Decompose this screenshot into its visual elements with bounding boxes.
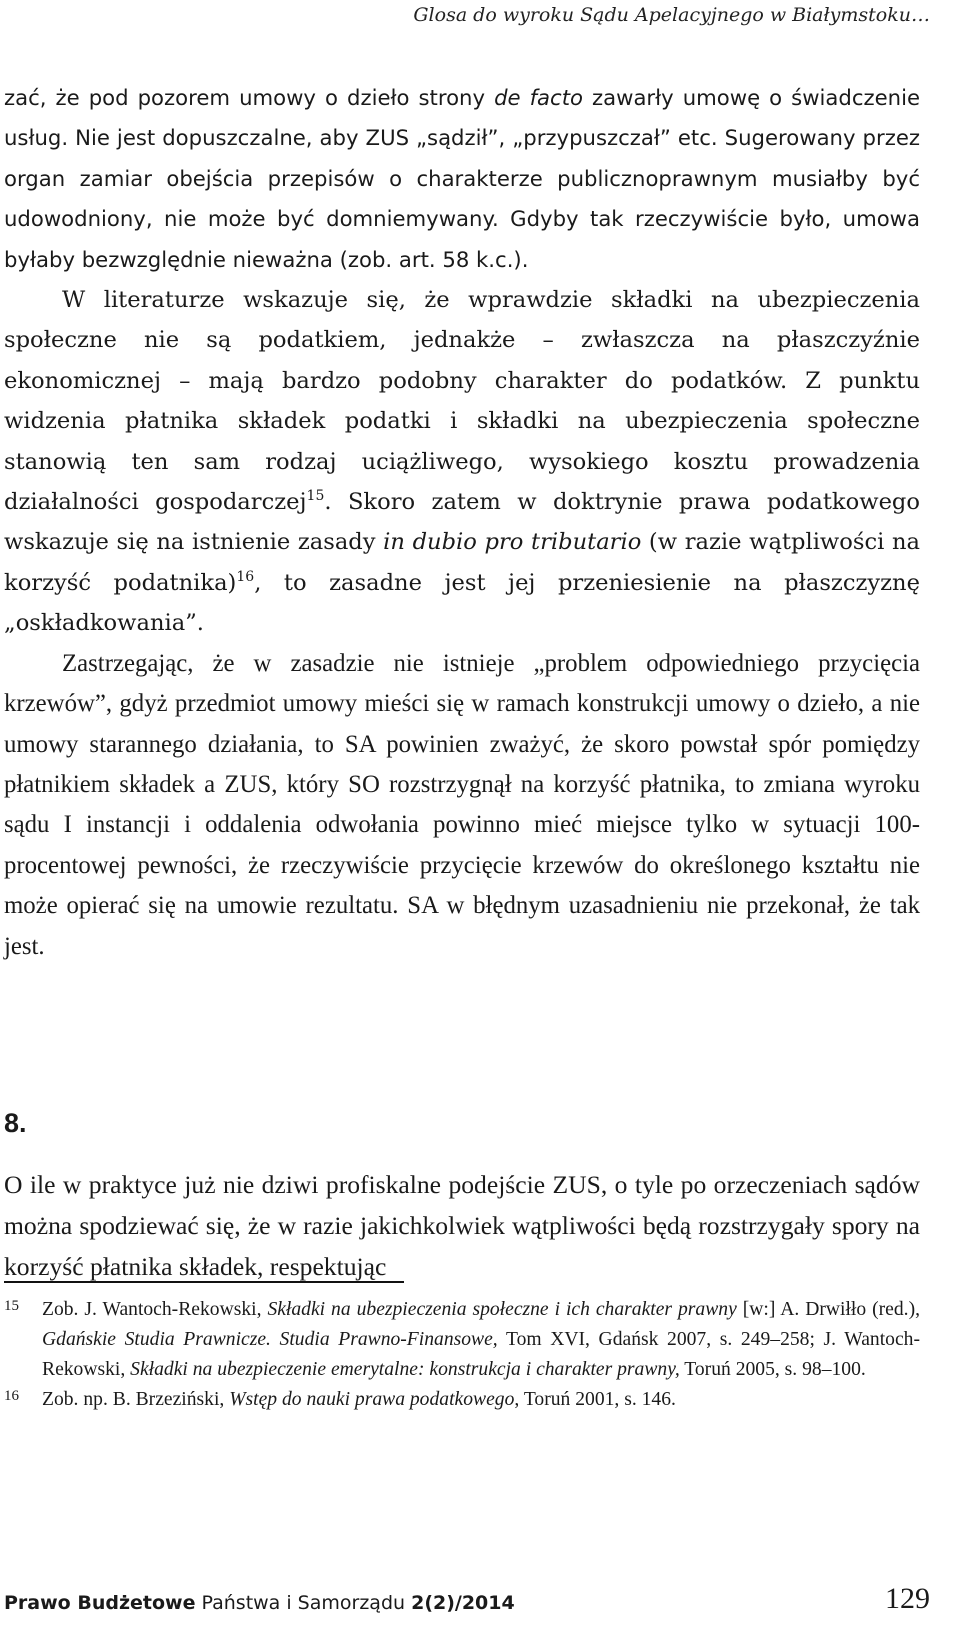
- footnote-ref-16[interactable]: 16: [236, 568, 255, 585]
- running-header: Glosa do wyroku Sądu Apelacyjnego w Białymstoku…: [413, 4, 930, 26]
- footnote-divider: [4, 1281, 404, 1283]
- section-paragraph: O ile w praktyce już nie dziwi profiskalne podejście ZUS, o tyle po orzeczeniach sądów można spodziewać się, że w razie jakichkolwiek wątpliwości będą rozstrzygały spory na korzyść płatnika składek, respektując: [4, 1170, 920, 1281]
- section-number: 8.: [4, 1108, 27, 1138]
- text-run: . Skoro zatem w doktrynie prawa podatkowego wskazuje się na istnienie zasady: [4, 489, 921, 556]
- journal-title: [4, 1592, 515, 1614]
- text-run: Zob. np. B. Brzeziński,: [42, 1389, 230, 1410]
- page-number: 129: [885, 1582, 930, 1615]
- footnote-number: 16: [4, 1388, 19, 1404]
- text-run: W literaturze wskazuje się, że wprawdzie składki na ubezpieczenia społeczne nie są podatkiem, jednakże – zwłaszcza na płaszczyźnie ekonomicznej – mają bardzo podobny charakter do podatków. Z punktu widzenia płatnika składek podatki i składki na ubezpieczenia społeczne stanowią ten sam rodzaj uciążliwego, wysokiego kosztu prowadzenia działalności gospodarczej: [4, 287, 920, 516]
- italic-text: Wstęp do nauki prawa podatkowego: [229, 1389, 515, 1410]
- italic-text: in dubio pro tributario: [383, 529, 642, 556]
- text-run: zawarły umowę o świadczenie usług. Nie jest dopuszczalne, aby ZUS „sądził”, „przypuszczał” etc.: [4, 85, 920, 151]
- italic-text: Gdańskie Studia Prawnicze. Studia Prawno-Finansowe,: [42, 1329, 498, 1350]
- footnote-number: 15: [4, 1298, 19, 1314]
- journal-name: Prawo Budżetowe: [4, 1592, 196, 1614]
- italic-text: Składki na ubezpieczenie emerytalne: konstrukcja i charakter prawny,: [130, 1359, 680, 1380]
- text-run: Tom XVI, Gdańsk 2007, s. 249–258; J. Wantoch-Rekowski,: [42, 1329, 920, 1380]
- text-run: Sugerowany przez organ zamiar obejścia przepisów o charakterze publicznoprawnym musiałby być udowodniony, nie może być domniemywany. Gdyby tak rzeczywiście było, umowa byłaby bezwzględnie nieważna (zob. art. 58 k.c.).: [4, 125, 920, 272]
- footnote-16: [4, 1385, 920, 1415]
- text-run: [w:] A. Drwiłło (red.),: [736, 1299, 920, 1320]
- italic-text: Składki na ubezpieczenia społeczne i ich charakter prawny: [267, 1299, 737, 1320]
- page-footer: [4, 1582, 930, 1622]
- text-run: Zob. J. Wantoch-Rekowski,: [42, 1299, 268, 1320]
- footnotes: [4, 1295, 920, 1415]
- text-run: Toruń 2005, s. 98–100.: [679, 1359, 866, 1380]
- paragraph-1: [4, 78, 920, 280]
- italic-text: de facto: [494, 85, 583, 110]
- paragraph-3: Zastrzegając, że w zasadzie nie istnieje „problem odpowiedniego przycięcia krzewów”, gdyż przedmiot umowy mieści się w ramach konstrukcji umowy o dzieło, a nie umowy starannego działania, to SA powinien zważyć, że skoro powstał spór pomiędzy płatnikiem składek a ZUS, który SO rozstrzygnął na korzyść płatnika, to zmiana wyroku sądu I instancji i oddalenia odwołania powinno mieć miejsce tylko w sytuacji 100-procentowej pewności, że rzeczywiście przycięcie krzewów do określonego kształtu nie może opierać się na umowie rezultatu. SA w błędnym uzasadnieniu nie przekonał, że tak jest.: [4, 649, 920, 960]
- text-run: (w razie wątpliwości na korzyść podatnika): [4, 529, 920, 596]
- journal-subtitle: Państwa i Samorządu: [195, 1592, 412, 1614]
- text-run: , to zasadne jest jej przeniesienie na płaszczyznę „oskładkowania”.: [4, 569, 920, 637]
- journal-issue: 2(2)/2014: [411, 1592, 515, 1614]
- paragraph-2: [4, 280, 920, 644]
- text-run: , Toruń 2001, s. 146.: [514, 1389, 676, 1410]
- text-run: zać, że pod pozorem umowy o dzieło strony: [4, 85, 495, 110]
- body-text: [4, 78, 920, 967]
- footnote-ref-15[interactable]: 15: [306, 487, 325, 504]
- footnote-15: [4, 1295, 920, 1385]
